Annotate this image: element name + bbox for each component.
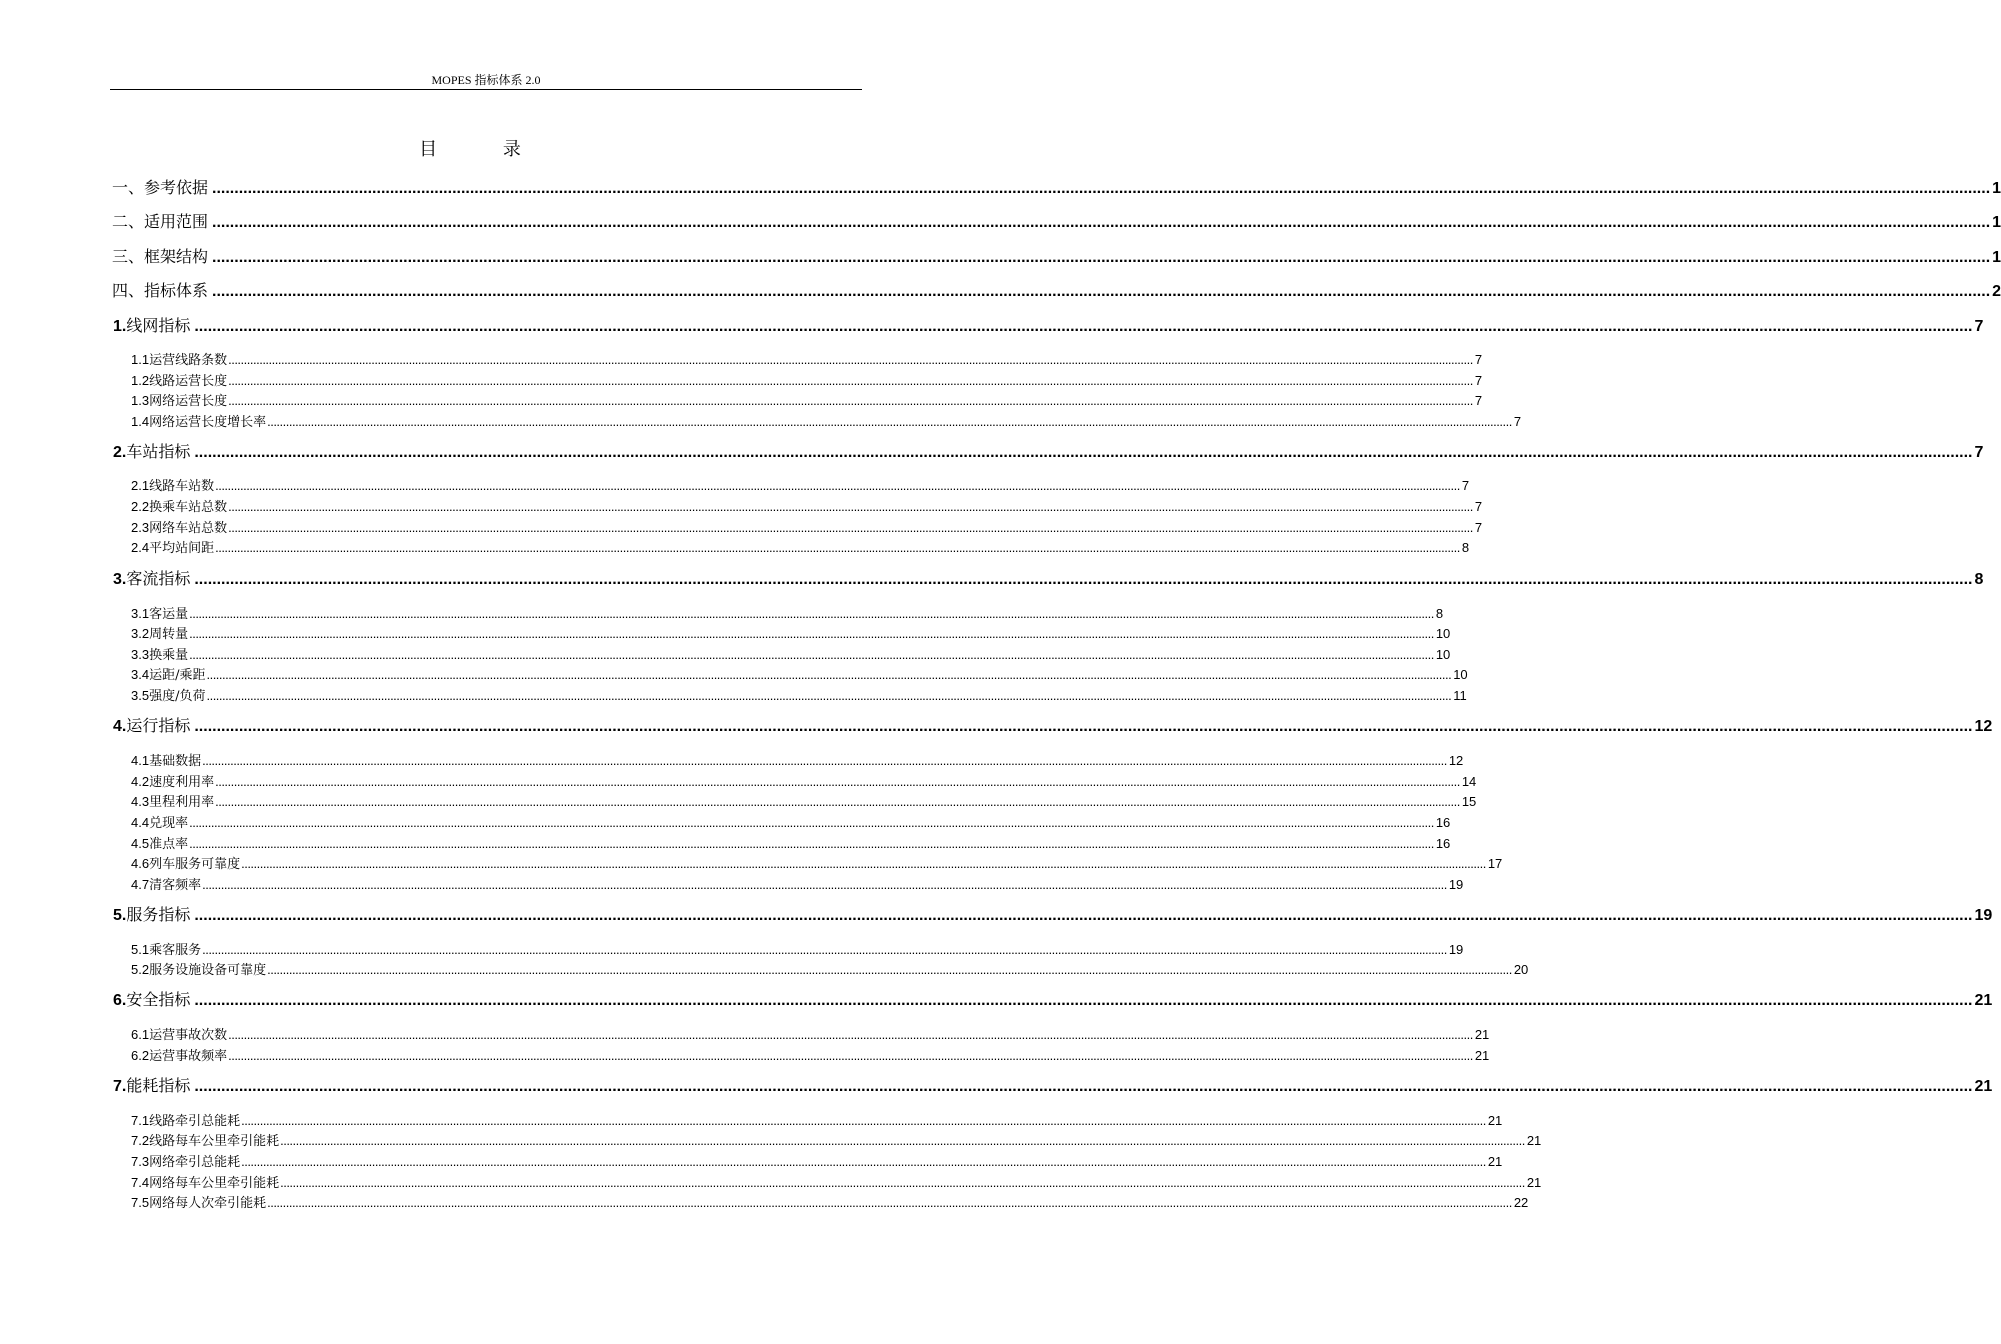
toc-entry-number: 4.2: [131, 774, 150, 789]
toc-subentry[interactable]: [131, 771, 1477, 790]
toc-subentry[interactable]: [131, 1110, 1503, 1129]
toc-entry-label: 运行指标: [126, 716, 191, 735]
toc-dot-leader: ................................................................................................................................................................................................................................................................................................................................................................................................................: [280, 1175, 1525, 1190]
toc-dot-leader: ................................................................................................................................................................................................................................................................................................................................................................................................................: [189, 626, 1434, 641]
toc-entry-number: 4.1: [131, 753, 150, 768]
toc-entry-number: 2.1: [131, 478, 150, 493]
toc-page-number: 16: [1435, 836, 1451, 851]
toc-entry-label: 网络每车公里牵引能耗: [149, 1176, 280, 1191]
toc-entry-label: 安全指标: [126, 990, 191, 1009]
toc-subentry[interactable]: [131, 664, 1468, 683]
toc-entry-label: 能耗指标: [126, 1076, 191, 1095]
toc-subentry[interactable]: [131, 1130, 1542, 1149]
toc-page-number: 7: [1474, 352, 1483, 367]
toc-dot-leader: ................................................................................................................................................................................................................................................................................................................................................................................................................: [212, 249, 1991, 266]
toc-dot-leader: ................................................................................................................................................................................................................................................................................................................................................................................................................: [202, 753, 1447, 768]
toc-entry-label: 乘客服务: [149, 943, 202, 958]
toc-dot-leader: ................................................................................................................................................................................................................................................................................................................................................................................................................: [215, 540, 1460, 555]
toc-page-number: 20: [1513, 962, 1529, 977]
toc-dot-leader: ................................................................................................................................................................................................................................................................................................................................................................................................................: [206, 667, 1452, 682]
toc-entry-number: 4.: [113, 718, 127, 735]
toc-entry-number: 2.3: [131, 520, 150, 535]
toc-entry-label: 网络牵引总能耗: [149, 1155, 241, 1170]
toc-entry-number: 3.2: [131, 626, 150, 641]
toc-subentry[interactable]: [131, 959, 1529, 978]
toc-entry-label: 二、适用范围: [112, 212, 209, 231]
toc-dot-leader: ................................................................................................................................................................................................................................................................................................................................................................................................................: [206, 688, 1452, 703]
toc-page-number: 7: [1513, 414, 1522, 429]
toc-subentry[interactable]: [131, 685, 1467, 704]
toc-page-number: 1: [1992, 214, 2001, 231]
toc-page-number: 8: [1974, 571, 1984, 588]
toc-entry-label: 线路车站数: [149, 479, 215, 494]
toc-chapter-entry[interactable]: [113, 439, 1984, 461]
toc-entry-label: 线路牵引总能耗: [149, 1114, 241, 1129]
toc-entry-label: 列车服务可靠度: [149, 857, 241, 872]
toc-entry-number: 5.1: [131, 942, 150, 957]
toc-dot-leader: ................................................................................................................................................................................................................................................................................................................................................................................................................: [194, 1078, 1973, 1095]
toc-entry-label: 兑现率: [149, 816, 189, 831]
toc-page-number: 21: [1974, 992, 1993, 1009]
toc-entry-label: 运营事故次数: [149, 1028, 228, 1043]
toc-subentry[interactable]: [131, 370, 1483, 389]
toc-entry-number: 1.3: [131, 393, 150, 408]
toc-dot-leader: ................................................................................................................................................................................................................................................................................................................................................................................................................: [228, 499, 1473, 514]
toc-chapter-entry[interactable]: [113, 987, 1993, 1009]
toc-entry-number: 4.3: [131, 794, 150, 809]
toc-dot-leader: ................................................................................................................................................................................................................................................................................................................................................................................................................: [228, 1027, 1473, 1042]
toc-entry-label: 平均站间距: [149, 541, 215, 556]
toc-entry-number: 6.1: [131, 1027, 150, 1042]
toc-entry-number: 2.4: [131, 540, 150, 555]
toc-page-number: 8: [1461, 540, 1470, 555]
toc-page-number: 21: [1474, 1048, 1490, 1063]
toc-dot-leader: ................................................................................................................................................................................................................................................................................................................................................................................................................: [202, 942, 1447, 957]
toc-page-number: 8: [1435, 606, 1444, 621]
toc-chapter-entry[interactable]: [113, 313, 1984, 335]
toc-entry-label: 网络每人次牵引能耗: [149, 1196, 267, 1211]
toc-chapter-entry[interactable]: [113, 1073, 1993, 1095]
toc-chapter-entry[interactable]: [113, 713, 1993, 735]
toc-page-number: 21: [1487, 1113, 1503, 1128]
toc-page-number: 19: [1974, 907, 1993, 924]
toc-subentry[interactable]: [131, 791, 1477, 810]
toc-entry-label: 服务指标: [126, 905, 191, 924]
toc-dot-leader: ................................................................................................................................................................................................................................................................................................................................................................................................................: [194, 571, 1973, 588]
toc-entry-label: 强度/负荷: [149, 689, 206, 704]
toc-subentry[interactable]: [131, 853, 1503, 872]
toc-entry-label: 线路运营长度: [149, 374, 228, 389]
toc-page-number: 1: [1992, 180, 2001, 197]
toc-entry-label: 车站指标: [126, 442, 191, 461]
toc-page-number: 15: [1461, 794, 1477, 809]
toc-dot-leader: ................................................................................................................................................................................................................................................................................................................................................................................................................: [215, 478, 1460, 493]
toc-entry-number: 3.3: [131, 647, 150, 662]
toc-entry-number: 7.2: [131, 1133, 150, 1148]
toc-entry-number: 4.6: [131, 856, 150, 871]
toc-dot-leader: ................................................................................................................................................................................................................................................................................................................................................................................................................: [212, 283, 1991, 300]
toc-page-number: 10: [1435, 647, 1451, 662]
toc-entry-label: 运营线路条数: [149, 353, 228, 368]
toc-dot-leader: ................................................................................................................................................................................................................................................................................................................................................................................................................: [280, 1133, 1525, 1148]
toc-entry-number: 1.: [113, 318, 127, 335]
toc-entry-number: 6.2: [131, 1048, 150, 1063]
toc-entry-number: 6.: [113, 992, 127, 1009]
toc-dot-leader: ................................................................................................................................................................................................................................................................................................................................................................................................................: [267, 1195, 1512, 1210]
toc-subentry[interactable]: [131, 833, 1451, 852]
toc-entry-number: 3.1: [131, 606, 150, 621]
toc-entry-number: 1.4: [131, 414, 150, 429]
toc-page-number: 12: [1448, 753, 1464, 768]
toc-entry-number: 7.1: [131, 1113, 150, 1128]
toc-entry-label: 一、参考依据: [112, 178, 209, 197]
toc-entry-label: 四、指标体系: [112, 281, 209, 300]
toc-entry-number: 1.1: [131, 352, 150, 367]
toc-subentry[interactable]: [131, 537, 1470, 556]
toc-dot-leader: ................................................................................................................................................................................................................................................................................................................................................................................................................: [194, 318, 1973, 335]
toc-dot-leader: ................................................................................................................................................................................................................................................................................................................................................................................................................: [212, 180, 1991, 197]
toc-subentry[interactable]: [131, 623, 1451, 642]
toc-entry-label: 准点率: [149, 837, 189, 852]
toc-page-number: 11: [1453, 688, 1467, 703]
toc-page-number: 21: [1974, 1078, 1993, 1095]
toc-page-number: 21: [1526, 1175, 1542, 1190]
toc-page-number: 19: [1448, 877, 1464, 892]
toc-section-entry[interactable]: [112, 278, 2001, 300]
toc-entry-label: 换乘量: [149, 648, 189, 663]
toc-entry-number: 7.4: [131, 1175, 150, 1190]
toc-subentry[interactable]: [131, 475, 1470, 494]
toc-subentry[interactable]: [131, 1172, 1542, 1191]
toc-page-number: 7: [1461, 478, 1470, 493]
toc-entry-number: 4.4: [131, 815, 150, 830]
toc-subentry[interactable]: [131, 1192, 1529, 1211]
toc-entry-number: 7.3: [131, 1154, 150, 1169]
toc-subentry[interactable]: [131, 874, 1464, 893]
toc-page-number: 21: [1474, 1027, 1490, 1042]
toc-title: 目 录: [419, 139, 551, 160]
toc-subentry[interactable]: [131, 496, 1483, 515]
toc-page-number: 19: [1448, 942, 1464, 957]
toc-entry-label: 客运量: [149, 607, 189, 622]
toc-chapter-entry[interactable]: [113, 902, 1993, 924]
toc-page-number: 21: [1526, 1133, 1542, 1148]
toc-page-number: 7: [1474, 373, 1483, 388]
toc-dot-leader: ................................................................................................................................................................................................................................................................................................................................................................................................................: [189, 606, 1434, 621]
toc-page-number: 7: [1474, 520, 1483, 535]
toc-entry-number: 3.5: [131, 688, 150, 703]
toc-page-number: 22: [1513, 1195, 1529, 1210]
toc-dot-leader: ................................................................................................................................................................................................................................................................................................................................................................................................................: [267, 414, 1512, 429]
toc-entry-number: 2.: [113, 444, 127, 461]
toc-entry-label: 三、框架结构: [112, 247, 209, 266]
toc-page-number: 10: [1435, 626, 1451, 641]
toc-dot-leader: ................................................................................................................................................................................................................................................................................................................................................................................................................: [189, 836, 1434, 851]
toc-dot-leader: ................................................................................................................................................................................................................................................................................................................................................................................................................: [189, 647, 1434, 662]
toc-entry-label: 网络车站总数: [149, 521, 228, 536]
toc-page-number: 14: [1461, 774, 1477, 789]
toc-entry-number: 3.4: [131, 667, 150, 682]
toc-section-entry[interactable]: [112, 244, 2001, 266]
toc-dot-leader: ................................................................................................................................................................................................................................................................................................................................................................................................................: [228, 352, 1473, 367]
toc-entry-label: 线路每车公里牵引能耗: [149, 1134, 280, 1149]
toc-page-number: 7: [1974, 444, 1984, 461]
toc-subentry[interactable]: [131, 644, 1451, 663]
toc-entry-label: 客流指标: [126, 569, 191, 588]
toc-dot-leader: ................................................................................................................................................................................................................................................................................................................................................................................................................: [194, 444, 1973, 461]
toc-dot-leader: ................................................................................................................................................................................................................................................................................................................................................................................................................: [215, 794, 1460, 809]
toc-entry-label: 运营事故频率: [149, 1049, 228, 1064]
toc-subentry[interactable]: [131, 939, 1464, 958]
toc-dot-leader: ................................................................................................................................................................................................................................................................................................................................................................................................................: [241, 1154, 1486, 1169]
toc-entry-label: 里程利用率: [149, 795, 215, 810]
toc-entry-number: 7.: [113, 1078, 127, 1095]
toc-dot-leader: ................................................................................................................................................................................................................................................................................................................................................................................................................: [189, 815, 1434, 830]
page-header: [110, 72, 862, 90]
toc-entry-label: 服务设施设备可靠度: [149, 963, 267, 978]
toc-page-number: 1: [1992, 249, 2001, 266]
toc-subentry[interactable]: [131, 812, 1451, 831]
toc-section-entry[interactable]: [112, 175, 2001, 197]
toc-entry-label: 速度利用率: [149, 775, 215, 790]
toc-entry-number: 5.: [113, 907, 127, 924]
toc-dot-leader: ................................................................................................................................................................................................................................................................................................................................................................................................................: [212, 214, 1991, 231]
toc-dot-leader: ................................................................................................................................................................................................................................................................................................................................................................................................................: [241, 1113, 1486, 1128]
toc-page-number: 12: [1974, 718, 1993, 735]
toc-page-number: 2: [1992, 283, 2001, 300]
toc-subentry[interactable]: [131, 1024, 1490, 1043]
toc-subentry[interactable]: [131, 349, 1483, 368]
toc-entry-number: 7.5: [131, 1195, 150, 1210]
toc-entry-label: 清客频率: [149, 878, 202, 893]
toc-subentry[interactable]: [131, 390, 1483, 409]
toc-dot-leader: ................................................................................................................................................................................................................................................................................................................................................................................................................: [267, 962, 1512, 977]
toc-dot-leader: ................................................................................................................................................................................................................................................................................................................................................................................................................: [194, 992, 1973, 1009]
toc-dot-leader: ................................................................................................................................................................................................................................................................................................................................................................................................................: [228, 373, 1473, 388]
toc-dot-leader: ................................................................................................................................................................................................................................................................................................................................................................................................................: [241, 856, 1486, 871]
toc-dot-leader: ................................................................................................................................................................................................................................................................................................................................................................................................................: [194, 907, 1973, 924]
toc-subentry[interactable]: [131, 1045, 1490, 1064]
toc-entry-number: 1.2: [131, 373, 150, 388]
toc-page-number: 7: [1974, 318, 1984, 335]
toc-entry-number: 4.5: [131, 836, 150, 851]
toc-subentry[interactable]: [131, 411, 1522, 430]
toc-entry-label: 网络运营长度: [149, 394, 228, 409]
toc-subentry[interactable]: [131, 517, 1483, 536]
toc-entry-number: 5.2: [131, 962, 150, 977]
toc-entry-label: 周转量: [149, 627, 189, 642]
header-title: MOPES 指标体系 2.0: [431, 73, 541, 87]
toc-page-number: 16: [1435, 815, 1451, 830]
toc-entry-label: 网络运营长度增长率: [149, 415, 267, 430]
toc-chapter-entry[interactable]: [113, 566, 1984, 588]
toc-entry-label: 换乘车站总数: [149, 500, 228, 515]
toc-page-number: 7: [1474, 393, 1483, 408]
toc-page-number: 17: [1487, 856, 1503, 871]
toc-dot-leader: ................................................................................................................................................................................................................................................................................................................................................................................................................: [228, 1048, 1473, 1063]
toc-entry-label: 基础数据: [149, 754, 202, 769]
toc-entry-number: 3.: [113, 571, 127, 588]
toc-entry-number: 2.2: [131, 499, 150, 514]
toc-entry-number: 4.7: [131, 877, 150, 892]
toc-subentry[interactable]: [131, 603, 1444, 622]
toc-dot-leader: ................................................................................................................................................................................................................................................................................................................................................................................................................: [228, 393, 1473, 408]
toc-dot-leader: ................................................................................................................................................................................................................................................................................................................................................................................................................: [228, 520, 1473, 535]
toc-page-number: 21: [1487, 1154, 1503, 1169]
toc-dot-leader: ................................................................................................................................................................................................................................................................................................................................................................................................................: [194, 718, 1973, 735]
toc-subentry[interactable]: [131, 750, 1464, 769]
toc-subentry[interactable]: [131, 1151, 1503, 1170]
toc-page-number: 10: [1453, 667, 1468, 682]
toc-section-entry[interactable]: [112, 209, 2001, 231]
toc-entry-label: 运距/乘距: [149, 668, 206, 683]
toc-page-number: 7: [1474, 499, 1483, 514]
toc-dot-leader: ................................................................................................................................................................................................................................................................................................................................................................................................................: [215, 774, 1460, 789]
toc-entry-label: 线网指标: [126, 316, 191, 335]
toc-dot-leader: ................................................................................................................................................................................................................................................................................................................................................................................................................: [202, 877, 1447, 892]
